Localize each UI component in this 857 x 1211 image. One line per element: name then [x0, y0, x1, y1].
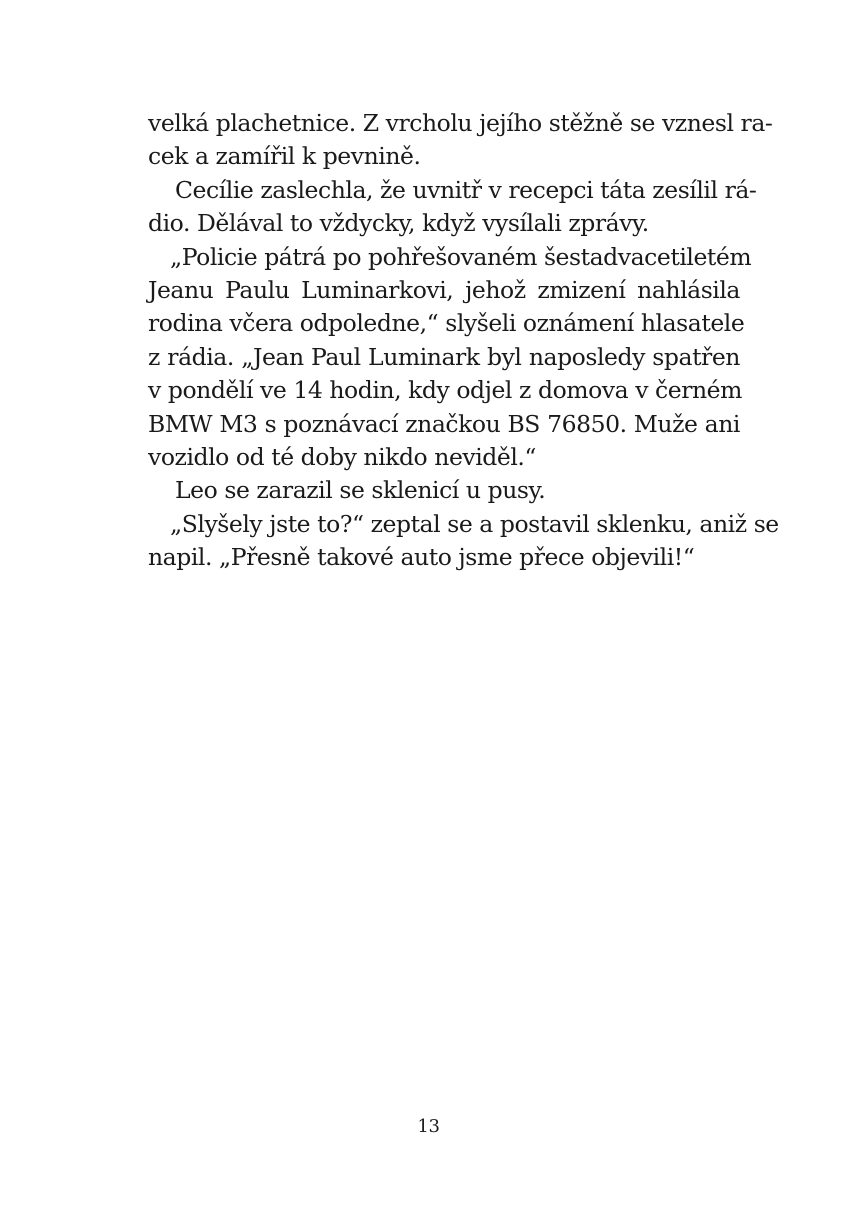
page-number: 13 — [417, 1116, 440, 1137]
text-line: Jeanu Paulu Luminarkovi, jehož zmizení nahlásila — [148, 275, 740, 304]
text-line: Leo se zarazil se sklenicí u pusy. — [175, 476, 546, 505]
text-line: z rádia. „Jean Paul Luminark byl naposledy spatřen — [148, 342, 740, 371]
text-line: Cecílie zaslechla, že uvnitř v recepci táta zesílil rá- — [175, 175, 757, 204]
text-line: „Policie pátrá po pohřešovaném šestadvacetiletém — [170, 242, 752, 271]
text-line: cek a zamířil k pevnině. — [148, 142, 421, 171]
text-line: rodina včera odpoledne,“ slyšeli oznámení hlasatele — [148, 309, 745, 338]
page-body — [148, 107, 779, 574]
text-line: BMW M3 s poznávací značkou BS 76850. Muže ani — [148, 409, 740, 438]
text-line: dio. Dělával to vždycky, když vysílali zprávy. — [148, 209, 649, 238]
text-line: v pondělí ve 14 hodin, kdy odjel z domova v černém — [148, 376, 742, 405]
text-line: napil. „Přesně takové auto jsme přece objevili!“ — [148, 543, 695, 572]
text-line: velká plachetnice. Z vrcholu jejího stěžně se vznesl ra- — [148, 109, 773, 137]
text-line: vozidlo od té doby nikdo neviděl.“ — [148, 442, 536, 471]
text-line: „Slyšely jste to?“ zeptal se a postavil sklenku, aniž se — [170, 509, 779, 538]
